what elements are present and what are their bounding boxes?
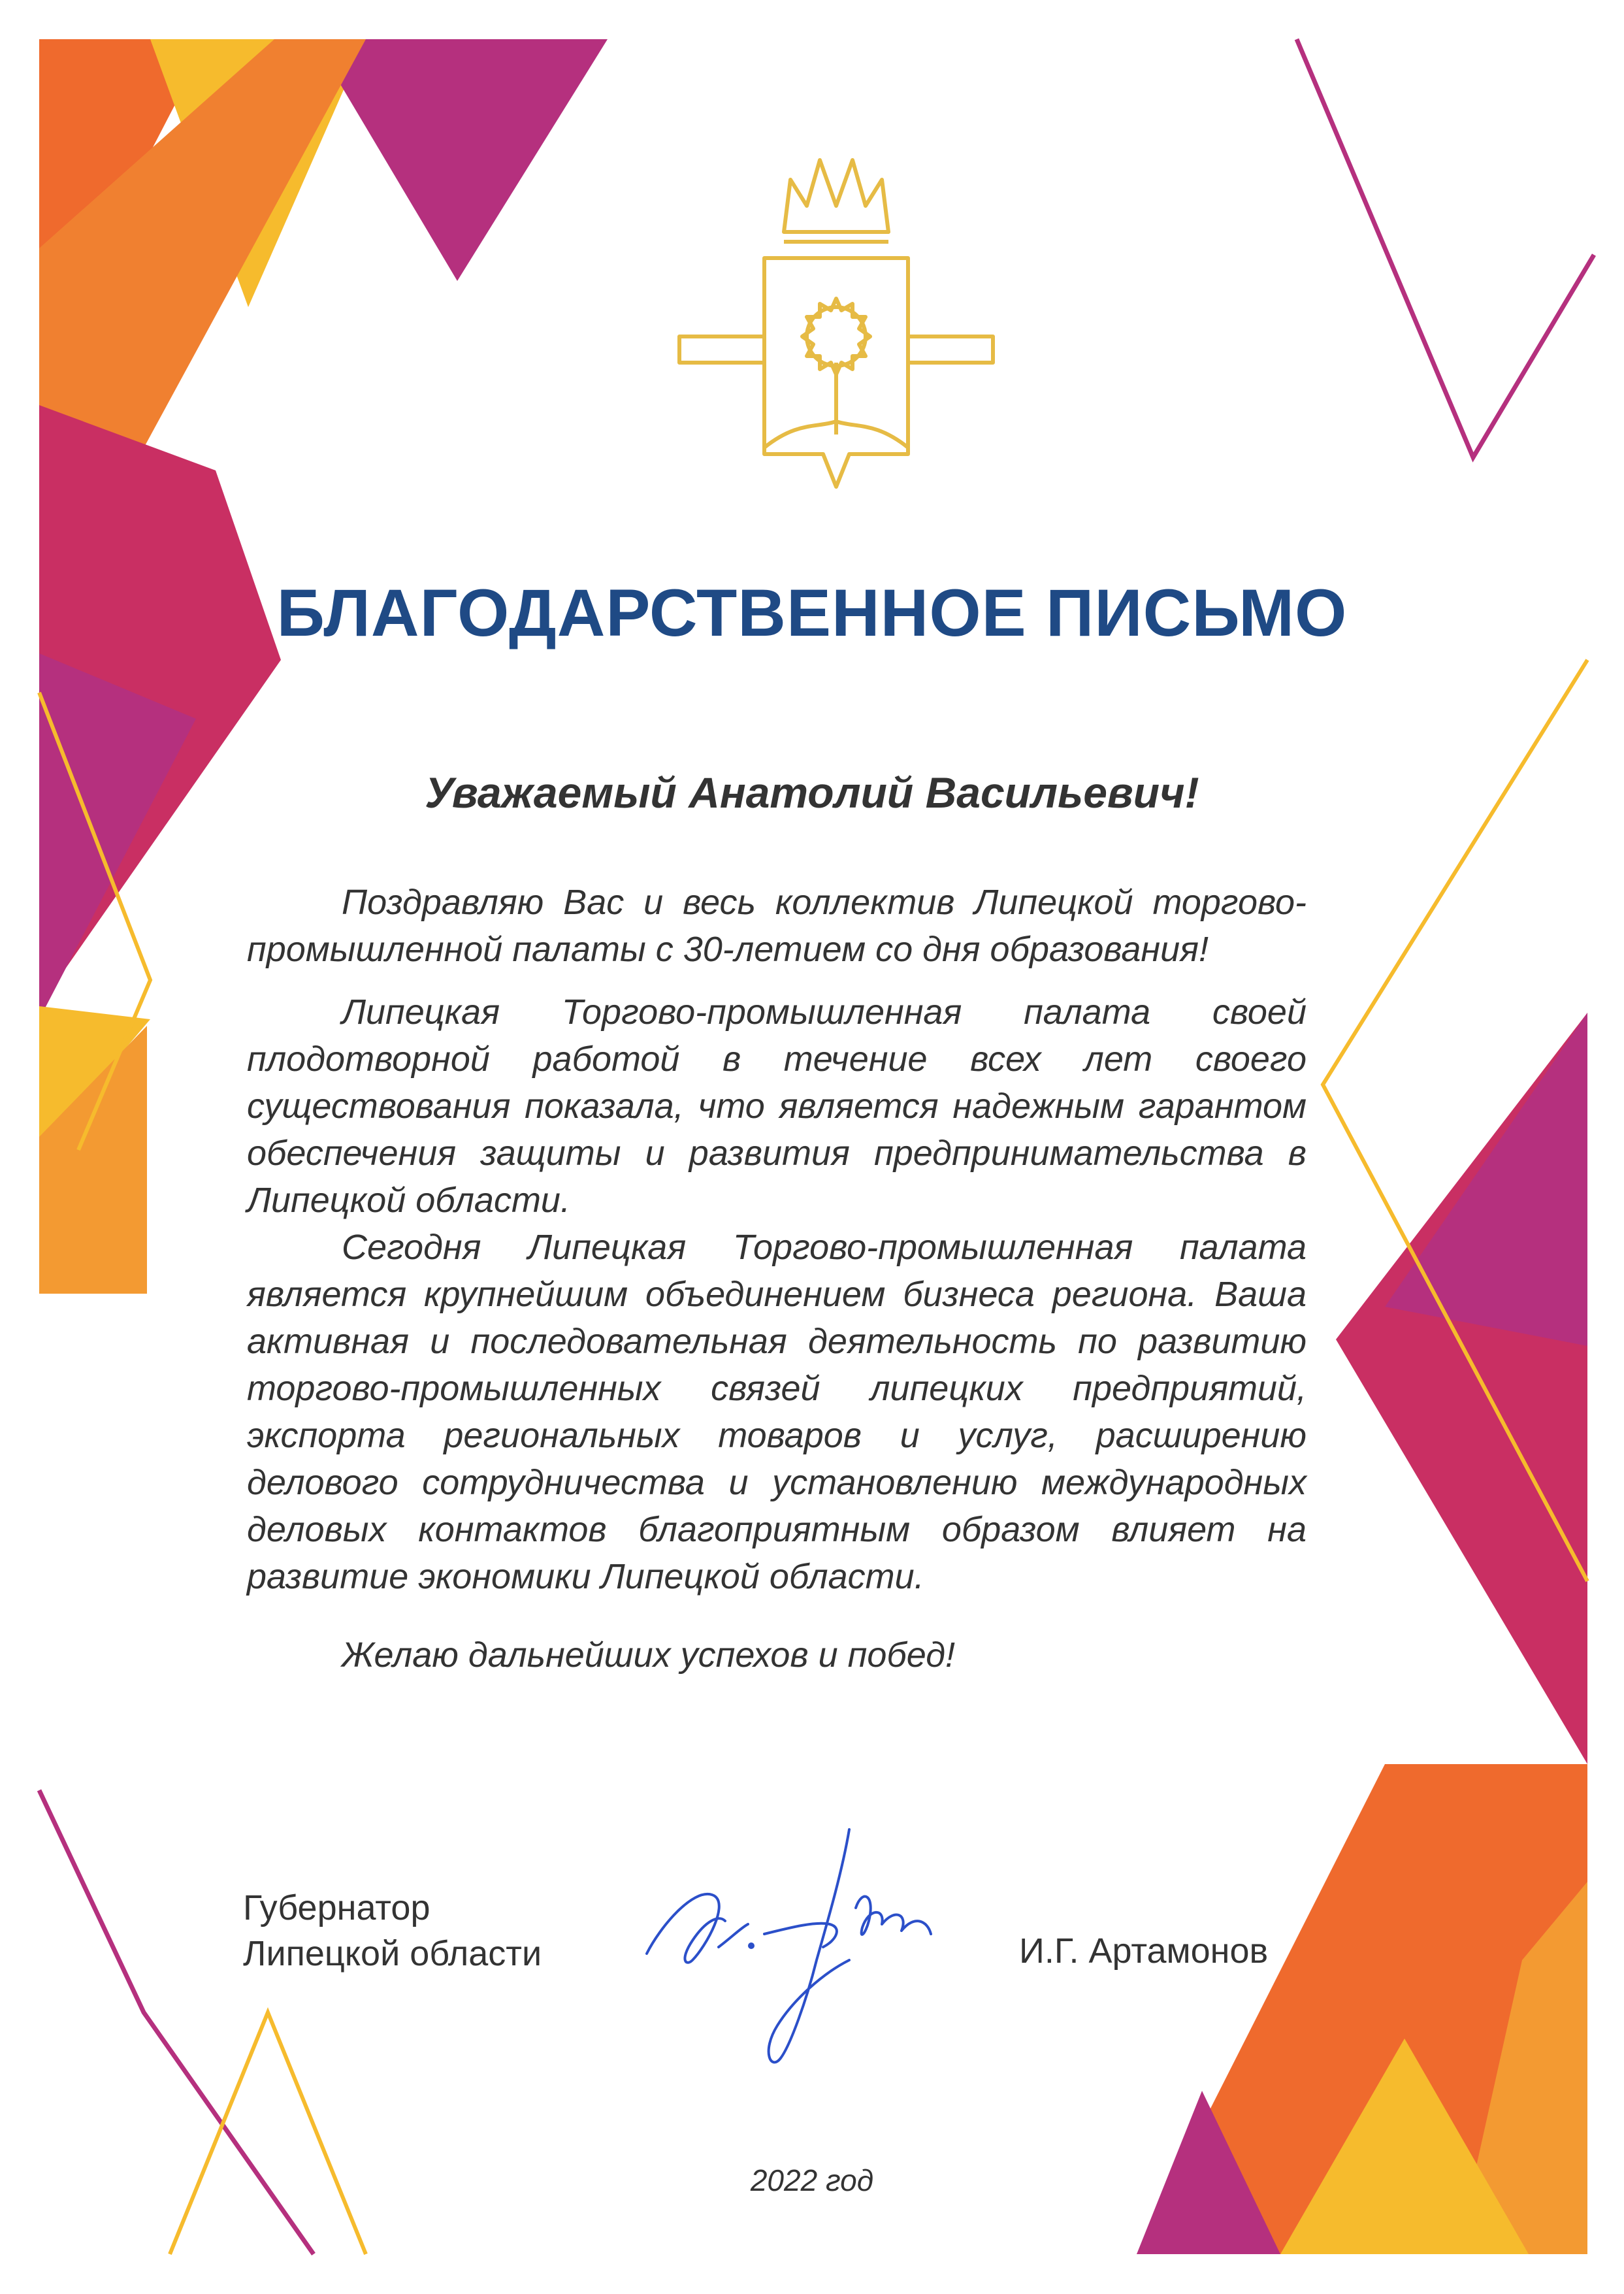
lipetsk-coat-of-arms-icon (666, 147, 1006, 513)
signer-title-line1: Губернатор (243, 1888, 430, 1927)
paragraph-congratulation: Поздравляю Вас и весь коллектив Липецкой торгово-промышленной палаты с 30-летием со дня образования! (247, 883, 1307, 969)
letter-body (247, 879, 1307, 1679)
signer-name: И.Г. Артамонов (1019, 1931, 1269, 1971)
paragraph-achievements: Липецкая Торгово-промышленная палата своей плодотворной работой в течение всех лет своего существования показала, что является надежным гарантом обеспечения защиты и развития предпринимательства в Липецкой области. (247, 992, 1307, 1220)
paragraph-wish: Желаю дальнейших успехов и побед! (342, 1635, 956, 1675)
letter-title: БЛАГОДАРСТВЕННОЕ ПИСЬМО (276, 576, 1348, 650)
decor-magenta-line-top-right (1297, 39, 1594, 457)
handwritten-signature (634, 1810, 973, 2084)
greeting: Уважаемый Анатолий Васильевич! (425, 768, 1199, 817)
letter-year: 2022 год (750, 2163, 874, 2197)
paragraph-today: Сегодня Липецкая Торгово-промышленная палата является крупнейшим объединением бизнеса региона. Ваша активная и последовательная деятельность по развитию торгово-промышленных связей липецких предприятий, экспорта региональных товаров и услуг, расширению делового сотрудничества и установлению международных деловых контактов благоприятным образом влияет на развитие экономики Липецкой области. (247, 1228, 1307, 1596)
decor-yellow-line-bottom-left (170, 2012, 366, 2254)
signer-position (243, 1885, 542, 1976)
decor-magenta-triangle-top (314, 39, 608, 281)
signer-title-line2: Липецкой области (243, 1934, 542, 1973)
decor-crimson-right-small (1385, 1013, 1587, 1346)
